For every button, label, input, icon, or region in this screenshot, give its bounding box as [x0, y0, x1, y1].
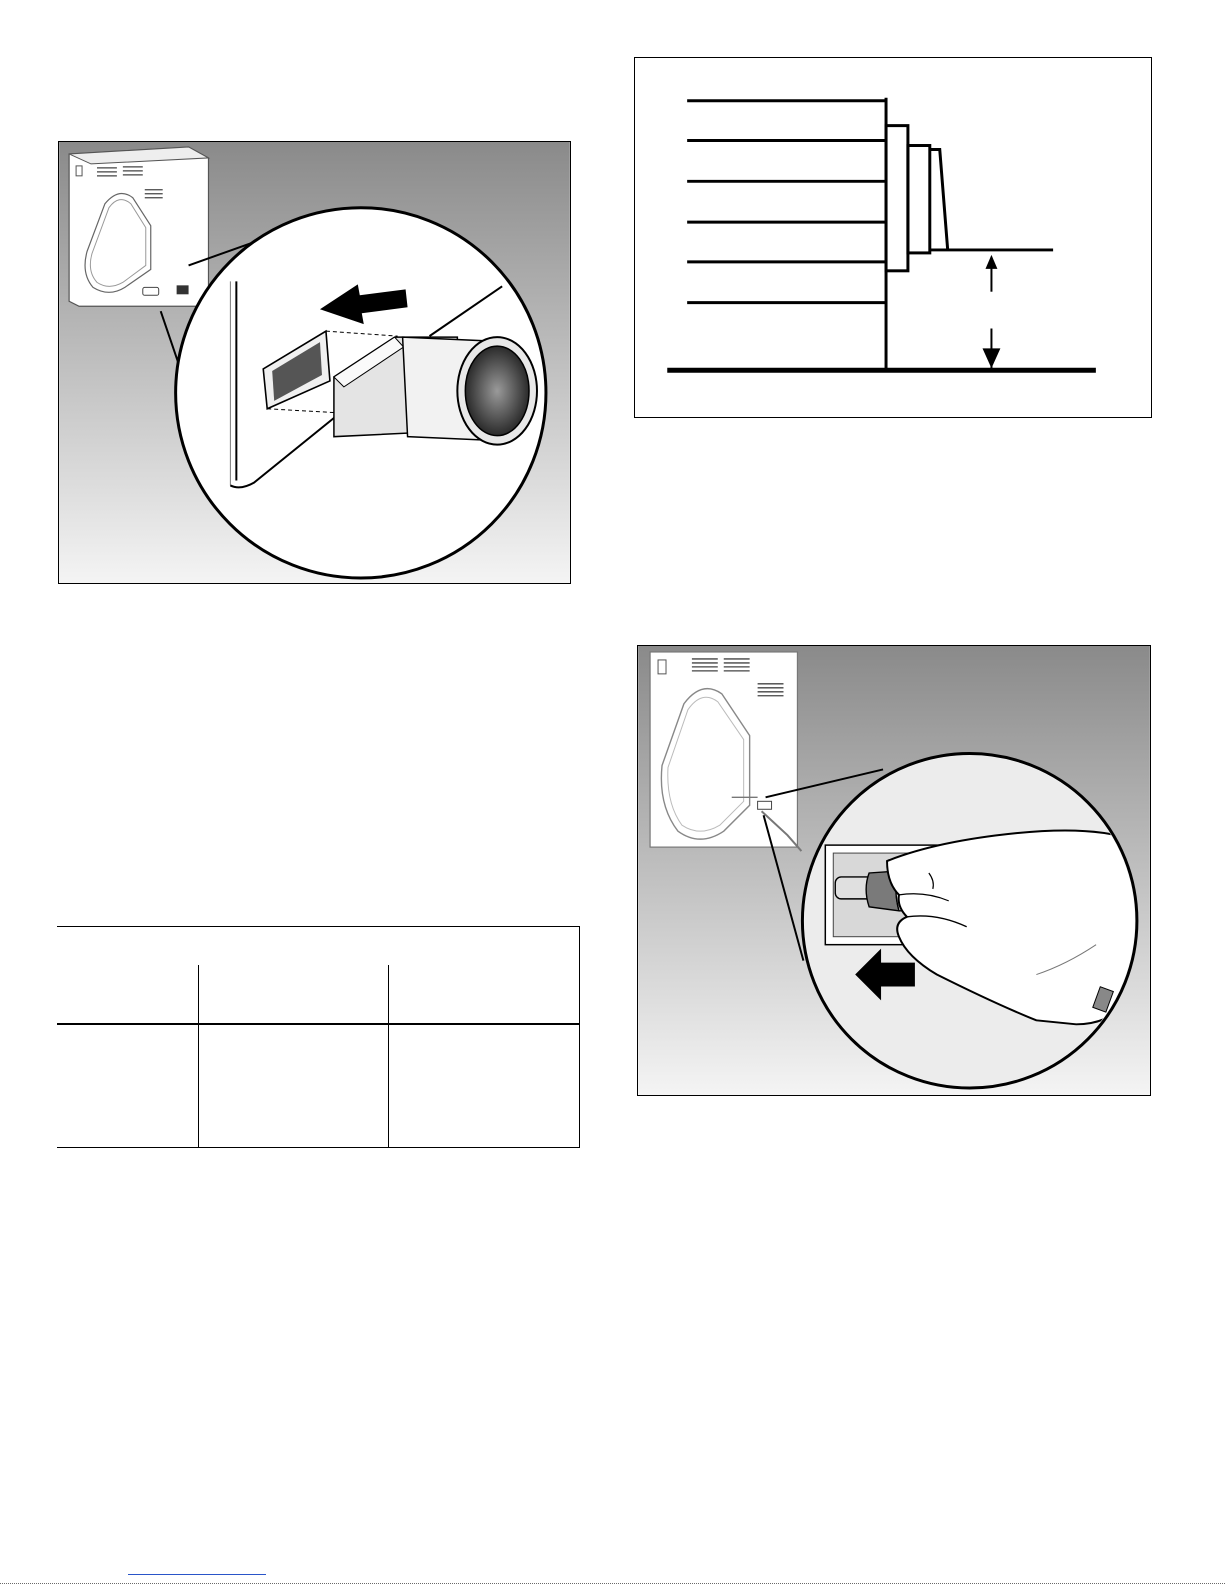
- table-right-border: [579, 927, 580, 1147]
- drain-height-icon: [635, 58, 1151, 417]
- table-header-divider: [57, 1023, 580, 1025]
- drain-hose-icon: [638, 646, 1150, 1095]
- dryer-duct-illustration: [58, 141, 571, 584]
- spec-table: [57, 926, 580, 1148]
- footer-dotted-rule: [0, 1583, 1225, 1584]
- drain-hose-illustration: [637, 645, 1151, 1096]
- table-column-divider: [388, 965, 389, 1147]
- table-column-divider: [198, 965, 199, 1147]
- drain-height-diagram: [634, 57, 1152, 418]
- dryer-duct-icon: [59, 142, 570, 583]
- footer-link-underline[interactable]: [128, 1574, 266, 1575]
